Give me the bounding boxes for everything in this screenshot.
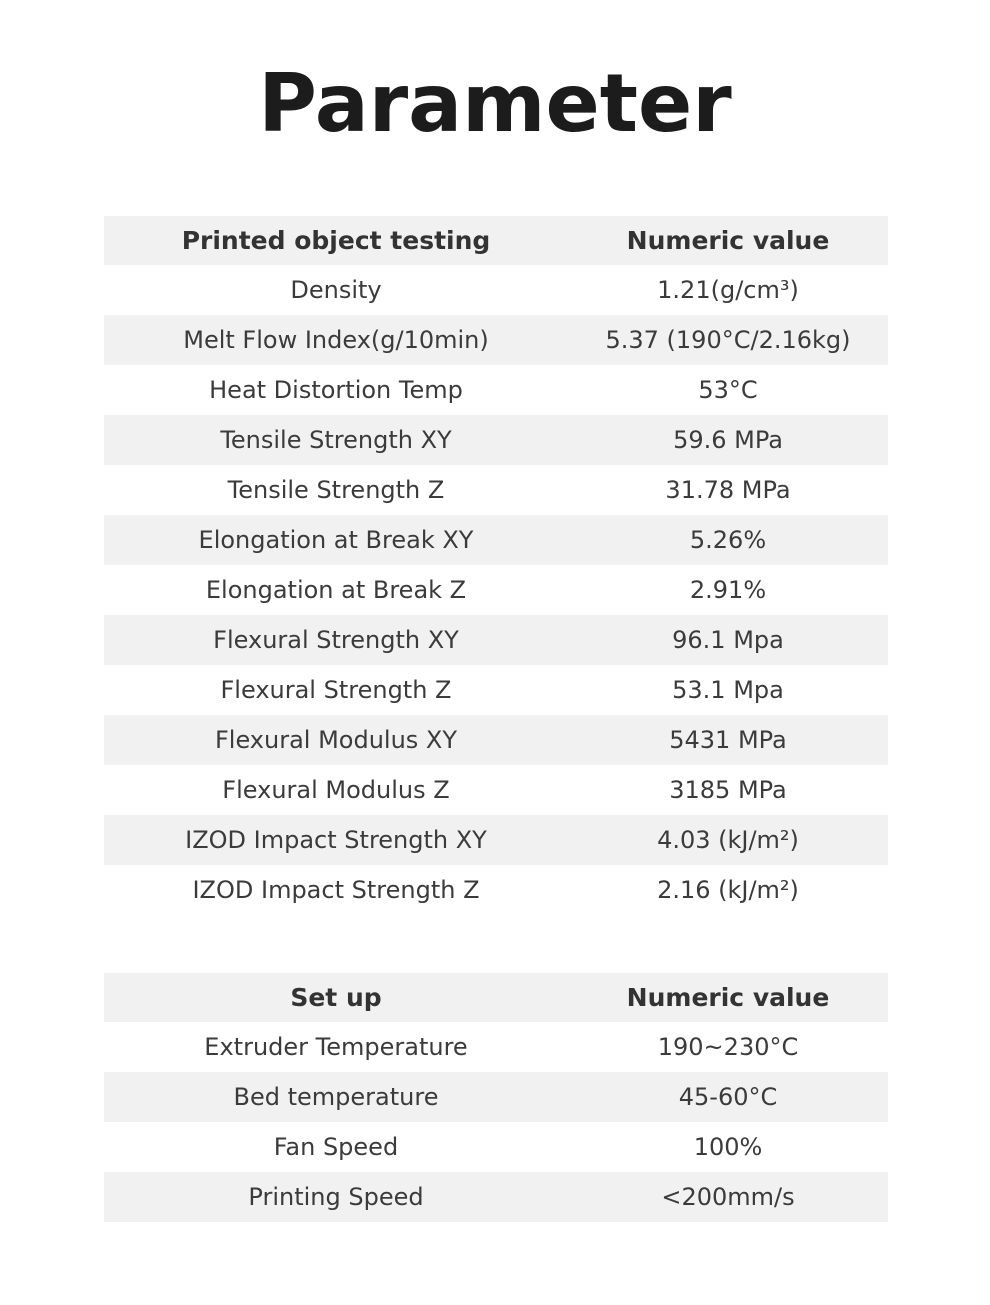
table-row [104,1022,888,1072]
parameter-value: 100% [693,1133,763,1161]
printed-object-testing-table [104,216,888,915]
parameter-name: Density [290,276,382,304]
parameter-value: 5.37 (190°C/2.16kg) [605,326,851,354]
table-row [104,665,888,715]
parameter-value: 1.21(g/cm³) [657,276,799,304]
parameter-name: Tensile Strength Z [227,476,445,504]
parameter-name: Flexural Strength Z [220,676,452,704]
table-row [104,765,888,815]
table-row [104,815,888,865]
parameter-value: 5.26% [689,526,767,554]
parameter-name: Fan Speed [273,1133,399,1161]
parameter-name: Extruder Temperature [204,1033,468,1061]
column-header-value: Numeric value [626,982,830,1012]
table-row [104,615,888,665]
parameter-name: IZOD Impact Strength XY [185,826,487,854]
parameter-name: Flexural Modulus Z [222,776,450,804]
table-row [104,415,888,465]
table-row [104,465,888,515]
column-header-parameter: Printed object testing [181,225,491,255]
parameter-name: Melt Flow Index(g/10min) [183,326,489,354]
table-row [104,515,888,565]
parameter-name: Elongation at Break Z [205,576,467,604]
parameter-name: Flexural Strength XY [213,626,459,654]
table-row [104,715,888,765]
table-row [104,1122,888,1172]
parameter-value: 59.6 MPa [673,426,783,454]
parameter-value: <200mm/s [661,1183,795,1211]
parameter-name: IZOD Impact Strength Z [192,876,480,904]
parameter-value: 45-60°C [678,1083,778,1111]
table-row [104,865,888,915]
parameter-value: 2.91% [689,576,767,604]
parameter-value: 4.03 (kJ/m²) [657,826,799,854]
parameter-value: 2.16 (kJ/m²) [657,876,799,904]
parameter-name: Tensile Strength XY [220,426,452,454]
parameter-value: 190~230°C [657,1033,799,1061]
table-header-row [104,973,888,1022]
column-header-value: Numeric value [626,225,830,255]
table-row [104,1172,888,1222]
column-header-parameter: Set up [290,982,382,1012]
table-row [104,565,888,615]
parameter-value: 53.1 Mpa [672,676,784,704]
parameter-name: Bed temperature [233,1083,439,1111]
table-header-row [104,216,888,265]
parameter-value: 31.78 MPa [665,476,791,504]
table-row [104,315,888,365]
table-row [104,365,888,415]
table-row [104,265,888,315]
parameter-name: Elongation at Break XY [198,526,474,554]
parameter-name: Flexural Modulus XY [214,726,458,754]
parameter-value: 53°C [698,376,758,404]
parameter-name: Printing Speed [248,1183,424,1211]
table-row [104,1072,888,1122]
parameter-value: 96.1 Mpa [672,626,784,654]
parameter-value: 3185 MPa [669,776,787,804]
page-title: Parameter [258,57,732,150]
parameter-value: 5431 MPa [669,726,787,754]
parameter-name: Heat Distortion Temp [209,376,463,404]
setup-table [104,973,888,1222]
